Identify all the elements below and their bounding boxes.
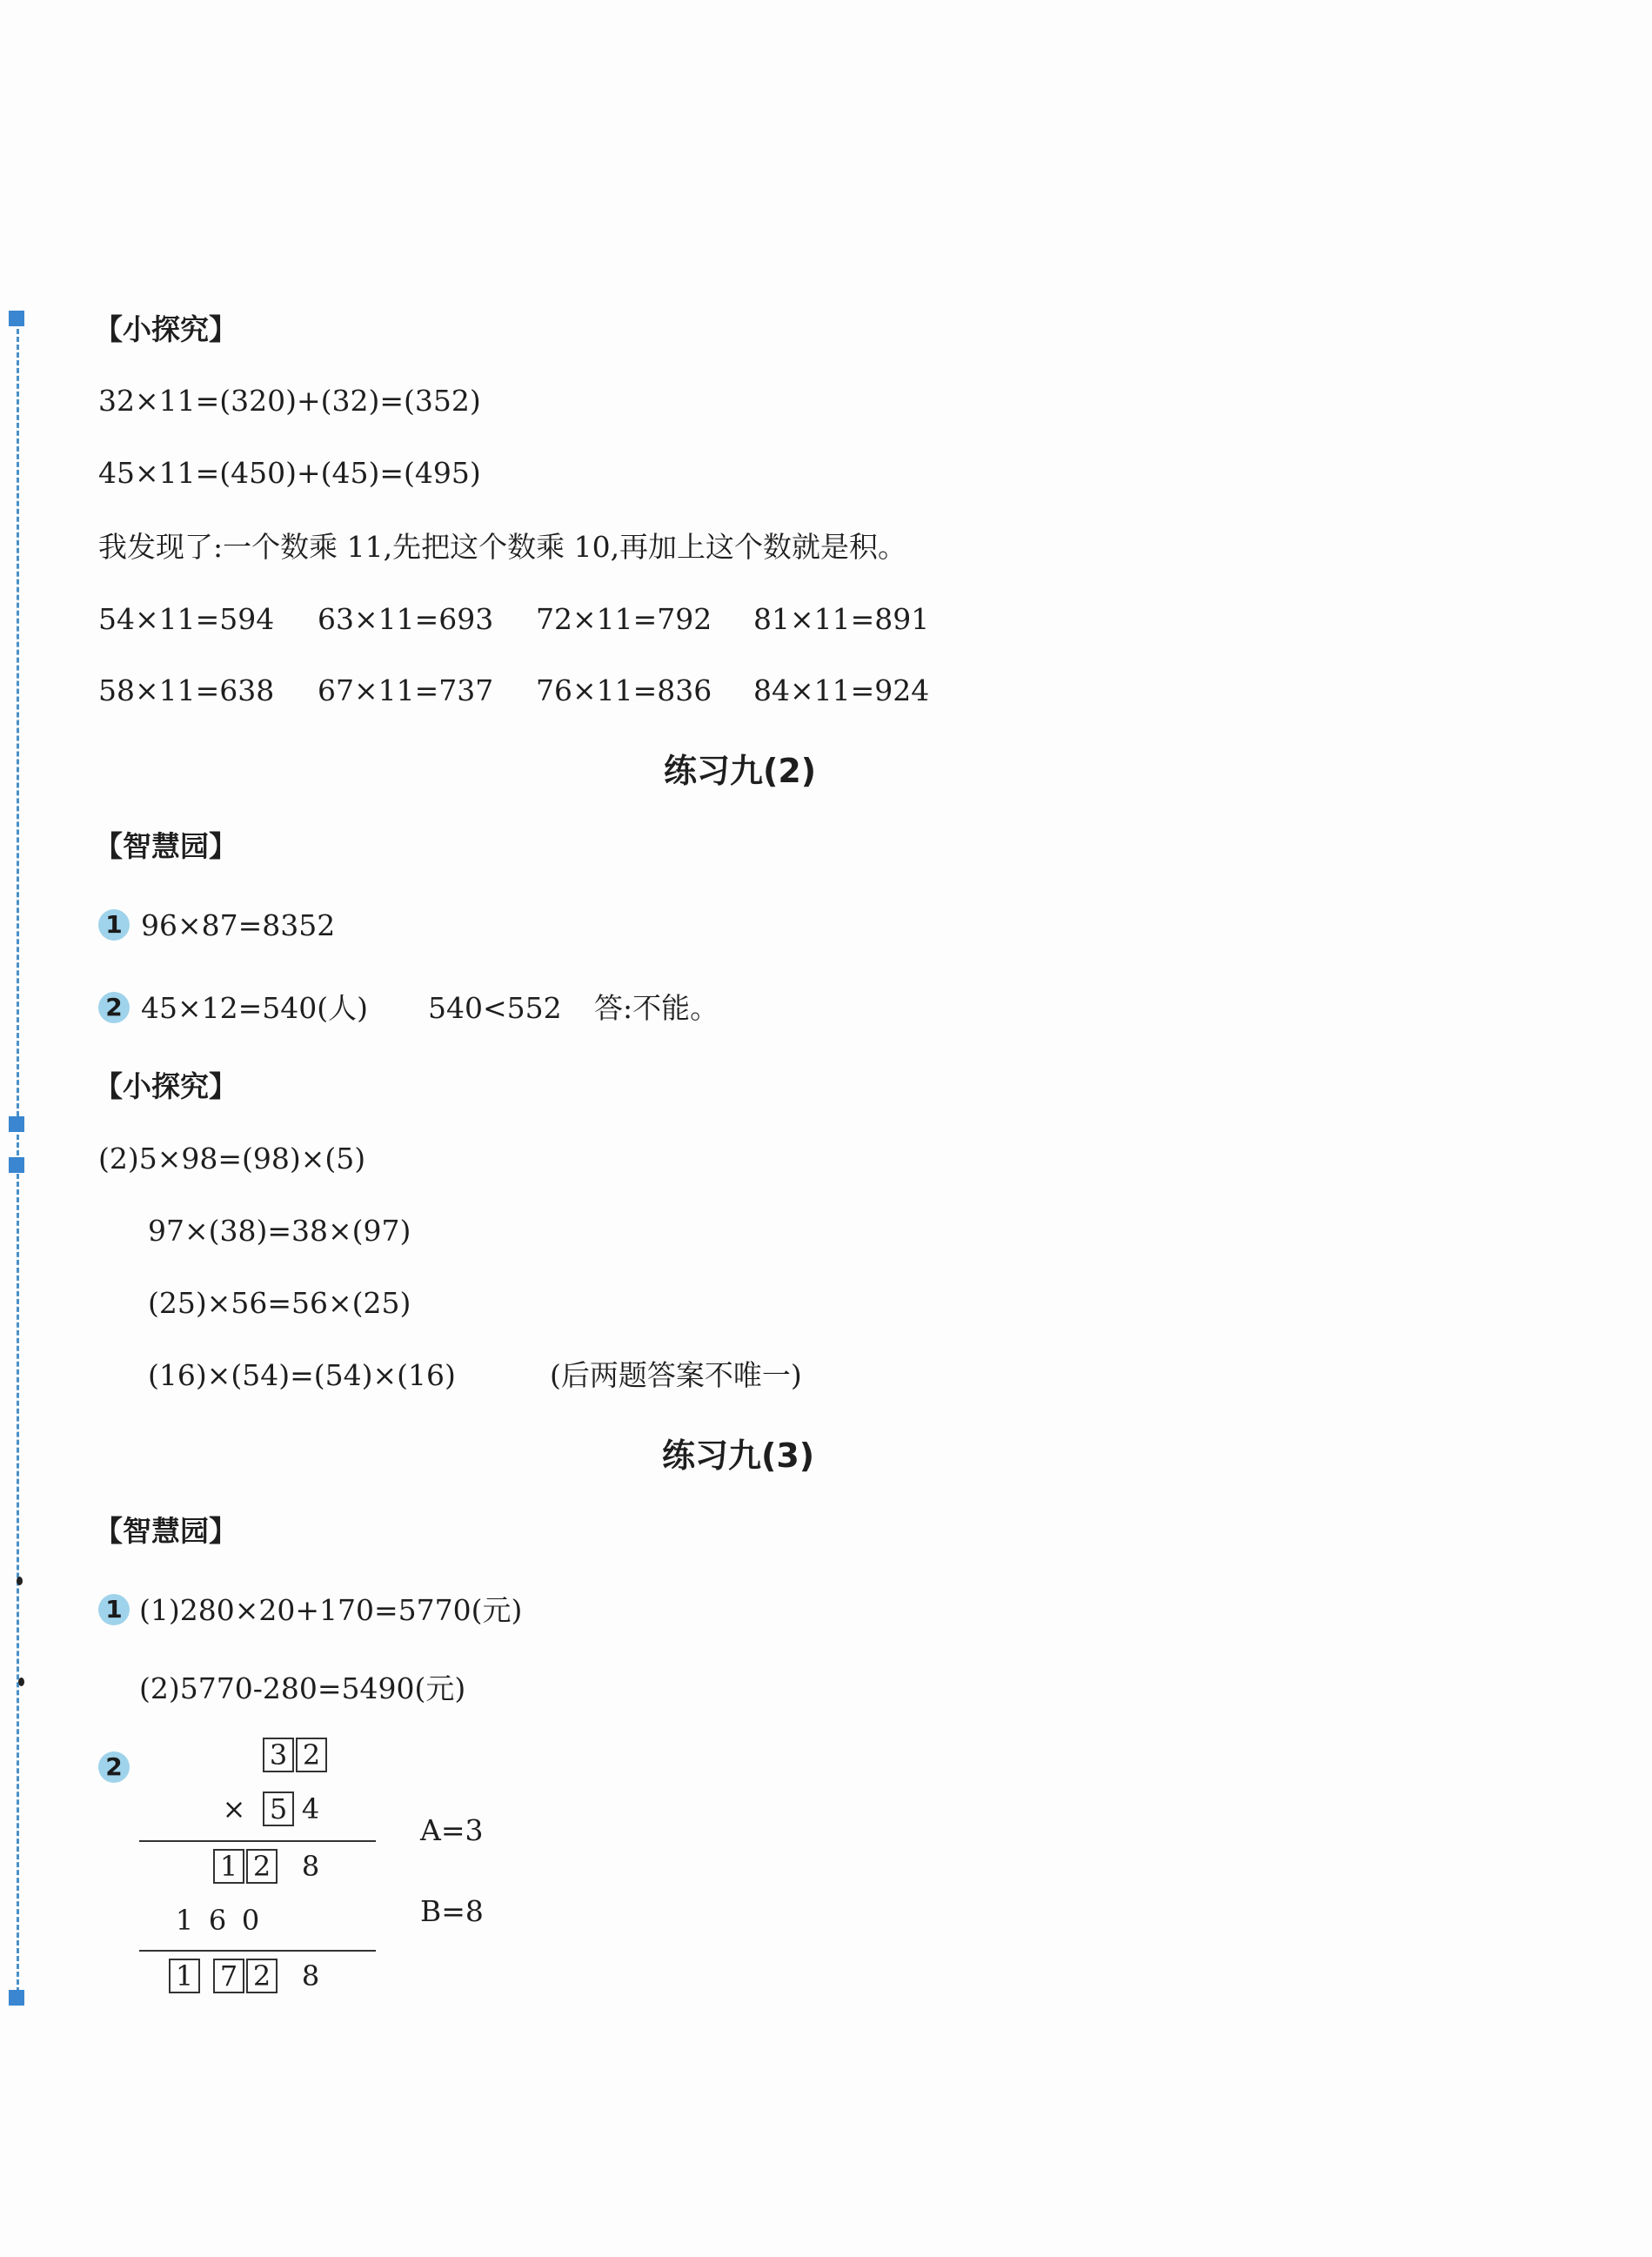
section-heading: 【小探究】: [94, 312, 237, 346]
equation: 54×11=594: [98, 602, 275, 636]
question-number-badge: 2: [98, 992, 130, 1023]
binding-dashed-line: [17, 313, 19, 1992]
equation: 84×11=924: [753, 673, 930, 707]
equation: 81×11=891: [753, 602, 930, 636]
boxed-digit: 1: [213, 1849, 244, 1884]
equation: 58×11=638: [98, 673, 275, 707]
rule-line: [139, 1950, 376, 1952]
answer-line: (2)5×98=(98)×(5): [98, 1142, 366, 1175]
question-number-badge: 2: [98, 1751, 130, 1783]
boxed-digit: 2: [246, 1849, 278, 1884]
question-number-badge: 1: [98, 909, 130, 941]
boxed-digit: 2: [296, 1738, 327, 1772]
equation: 45×11=(450)+(45)=(495): [98, 456, 481, 490]
equation: 67×11=737: [318, 673, 494, 707]
equation: 63×11=693: [318, 602, 494, 636]
section-heading: 【智慧园】: [94, 1514, 237, 1548]
scan-speck: [17, 1577, 23, 1585]
section-heading: 【小探究】: [94, 1069, 237, 1103]
binding-marker: [9, 311, 24, 326]
boxed-digit: 3: [263, 1738, 294, 1772]
boxed-digit: 5: [263, 1792, 294, 1826]
boxed-digit: 2: [246, 1959, 278, 1993]
digit: 6: [208, 1904, 227, 1937]
answer-line: 540<552: [428, 991, 562, 1025]
section-heading: 【智慧园】: [94, 829, 237, 863]
binding-marker: [9, 1116, 24, 1132]
digit: 0: [241, 1904, 260, 1937]
equation: 32×11=(320)+(32)=(352): [98, 384, 481, 418]
equation: 76×11=836: [536, 673, 712, 707]
digit: 4: [301, 1792, 320, 1825]
times-sign: ×: [222, 1792, 246, 1825]
rule-line: [139, 1840, 376, 1842]
answer-line: 97×(38)=38×(97): [148, 1214, 411, 1248]
question-number-badge: 1: [98, 1594, 130, 1625]
digit: 8: [301, 1959, 320, 1992]
answer-line: 45×12=540(人): [141, 991, 369, 1025]
answer-line: (1)280×20+170=5770(元): [139, 1593, 523, 1627]
note-text: (后两题答案不唯一): [550, 1358, 802, 1392]
boxed-digit: 7: [213, 1959, 244, 1993]
answer-line: (16)×(54)=(54)×(16): [148, 1358, 456, 1392]
answer-line: A=3: [420, 1813, 484, 1847]
digit: 8: [301, 1850, 320, 1883]
boxed-digit: 1: [169, 1959, 200, 1993]
answer-line: (2)5770-280=5490(元): [139, 1671, 466, 1705]
exercise-title: 练习九(3): [662, 1437, 815, 1475]
digit: 1: [175, 1904, 194, 1937]
exercise-title: 练习九(2): [664, 752, 817, 790]
equation: 72×11=792: [536, 602, 712, 636]
answer-line: (25)×56=56×(25): [148, 1286, 411, 1320]
answer-line: 答:不能。: [594, 991, 719, 1025]
binding-marker: [9, 1157, 24, 1173]
answer-line: 96×87=8352: [141, 908, 336, 942]
vertical-multiplication: [130, 1736, 391, 2006]
answer-line: B=8: [420, 1894, 484, 1928]
binding-marker: [9, 1990, 24, 2006]
finding-text: 我发现了:一个数乘 11,先把这个数乘 10,再加上这个数就是积。: [98, 530, 907, 564]
scan-speck: [18, 1678, 24, 1686]
